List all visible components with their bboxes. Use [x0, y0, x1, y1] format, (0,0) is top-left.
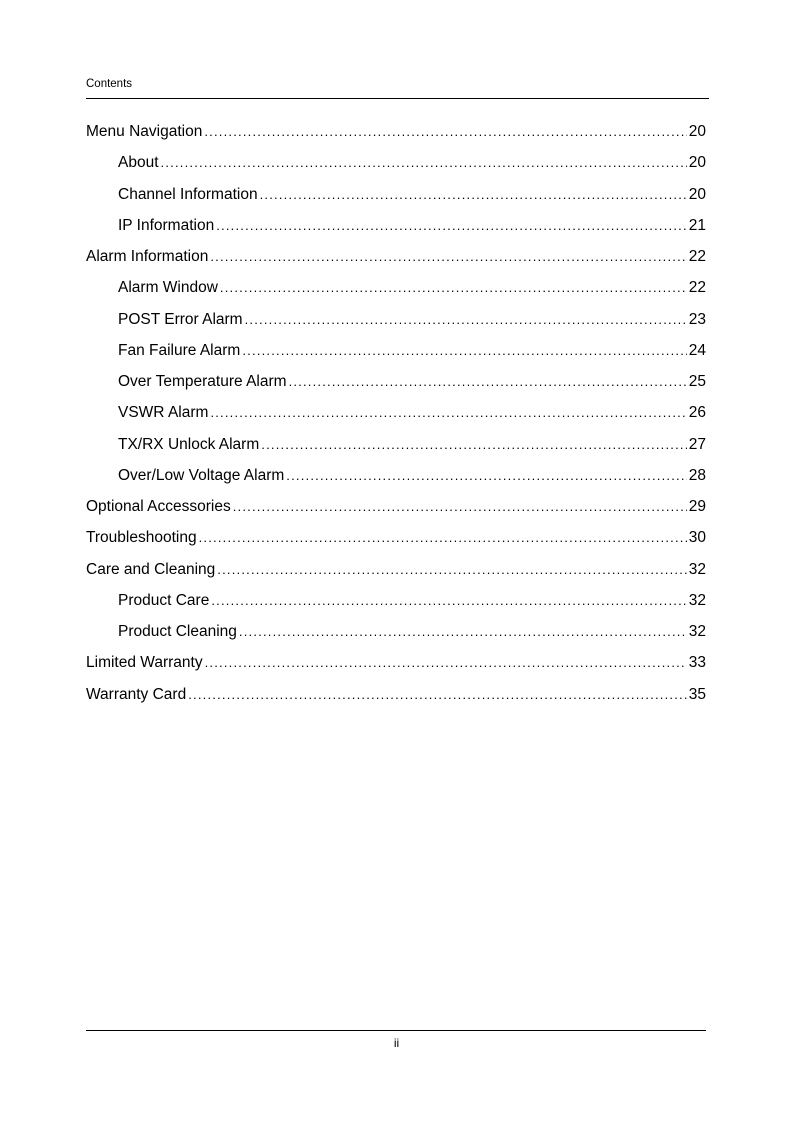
- toc-entry-title: Product Cleaning: [118, 623, 237, 640]
- toc-entry-page: 28: [688, 466, 706, 484]
- toc-entry-page: 35: [688, 685, 706, 703]
- dot-leader: [161, 152, 687, 174]
- running-header: Contents: [86, 78, 133, 90]
- dot-leader: [242, 340, 686, 362]
- toc-entry-ip-information[interactable]: [86, 215, 706, 246]
- toc-entry-page: 22: [688, 248, 706, 265]
- toc-entry-limited-warranty[interactable]: [86, 652, 706, 683]
- page-number: ii: [393, 1036, 400, 1050]
- toc-entry-page: 33: [688, 654, 706, 672]
- toc-entry-title: Optional Accessories: [86, 498, 231, 515]
- toc-entry-page: 29: [688, 498, 706, 515]
- toc-entry-optional-accessories[interactable]: [86, 496, 706, 527]
- dot-leader: [289, 371, 687, 393]
- toc-entry-post-error-alarm[interactable]: [86, 309, 706, 340]
- toc-entry-title: Fan Failure Alarm: [118, 341, 241, 359]
- dot-leader: [188, 684, 687, 706]
- toc-entry-about[interactable]: [86, 152, 706, 183]
- dot-leader: [220, 277, 687, 299]
- toc-entry-title: Product Care: [118, 591, 210, 609]
- toc-entry-menu-navigation[interactable]: [86, 121, 706, 152]
- toc-entry-channel-information[interactable]: [86, 184, 706, 215]
- dot-leader: [211, 590, 686, 612]
- footer-divider: [86, 1030, 706, 1031]
- dot-leader: [216, 215, 687, 237]
- toc-entry-page: 32: [688, 623, 706, 640]
- toc-entry-page: 24: [688, 341, 706, 359]
- toc-entry-title: TX/RX Unlock Alarm: [118, 435, 260, 453]
- toc-entry-alarm-window[interactable]: [86, 277, 706, 308]
- toc-entry-over-low-voltage-alarm[interactable]: [86, 465, 706, 496]
- table-of-contents: [86, 121, 706, 715]
- toc-entry-page: 32: [688, 591, 706, 609]
- toc-entry-title: Menu Navigation: [86, 123, 203, 140]
- toc-entry-page: 27: [688, 435, 706, 453]
- dot-leader: [199, 527, 687, 549]
- toc-entry-alarm-information[interactable]: [86, 246, 706, 277]
- toc-entry-page: 22: [688, 279, 706, 297]
- toc-entry-title: Alarm Window: [118, 279, 218, 297]
- dot-leader: [245, 309, 687, 331]
- toc-entry-title: VSWR Alarm: [118, 404, 209, 422]
- toc-entry-product-cleaning[interactable]: [86, 621, 706, 652]
- toc-entry-page: 20: [688, 154, 706, 172]
- toc-entry-page: 32: [688, 560, 706, 578]
- toc-entry-title: Care and Cleaning: [86, 560, 216, 578]
- toc-entry-title: Over/Low Voltage Alarm: [118, 466, 285, 484]
- toc-entry-title: IP Information: [118, 216, 215, 234]
- toc-entry-page: 20: [688, 185, 706, 203]
- toc-entry-title: Over Temperature Alarm: [118, 373, 287, 390]
- dot-leader: [205, 652, 687, 674]
- dot-leader: [261, 434, 686, 456]
- toc-entry-title: POST Error Alarm: [118, 310, 243, 328]
- dot-leader: [260, 184, 687, 206]
- toc-entry-product-care[interactable]: [86, 590, 706, 621]
- toc-entry-vswr-alarm[interactable]: [86, 402, 706, 433]
- toc-entry-page: 30: [688, 529, 706, 547]
- toc-entry-title: About: [118, 154, 159, 172]
- toc-entry-page: 23: [688, 310, 706, 328]
- toc-entry-over-temperature-alarm[interactable]: [86, 371, 706, 402]
- dot-leader: [210, 246, 686, 268]
- dot-leader: [217, 559, 686, 581]
- toc-entry-title: Warranty Card: [86, 685, 187, 703]
- toc-entry-page: 21: [688, 216, 706, 234]
- toc-entry-care-and-cleaning[interactable]: [86, 559, 706, 590]
- dot-leader: [210, 402, 686, 424]
- dot-leader: [233, 496, 687, 518]
- dot-leader: [204, 121, 686, 143]
- toc-entry-page: 20: [688, 123, 706, 140]
- dot-leader: [286, 465, 686, 487]
- toc-entry-page: 25: [688, 373, 706, 390]
- toc-entry-troubleshooting[interactable]: [86, 527, 706, 558]
- toc-entry-tx-rx-unlock-alarm[interactable]: [86, 434, 706, 465]
- toc-entry-title: Troubleshooting: [86, 529, 197, 547]
- toc-entry-fan-failure-alarm[interactable]: [86, 340, 706, 371]
- toc-entry-warranty-card[interactable]: [86, 684, 706, 715]
- toc-entry-title: Alarm Information: [86, 248, 209, 265]
- toc-entry-title: Limited Warranty: [86, 654, 203, 672]
- header-divider: [86, 98, 709, 99]
- dot-leader: [239, 621, 687, 643]
- toc-entry-title: Channel Information: [118, 185, 258, 203]
- toc-entry-page: 26: [688, 404, 706, 422]
